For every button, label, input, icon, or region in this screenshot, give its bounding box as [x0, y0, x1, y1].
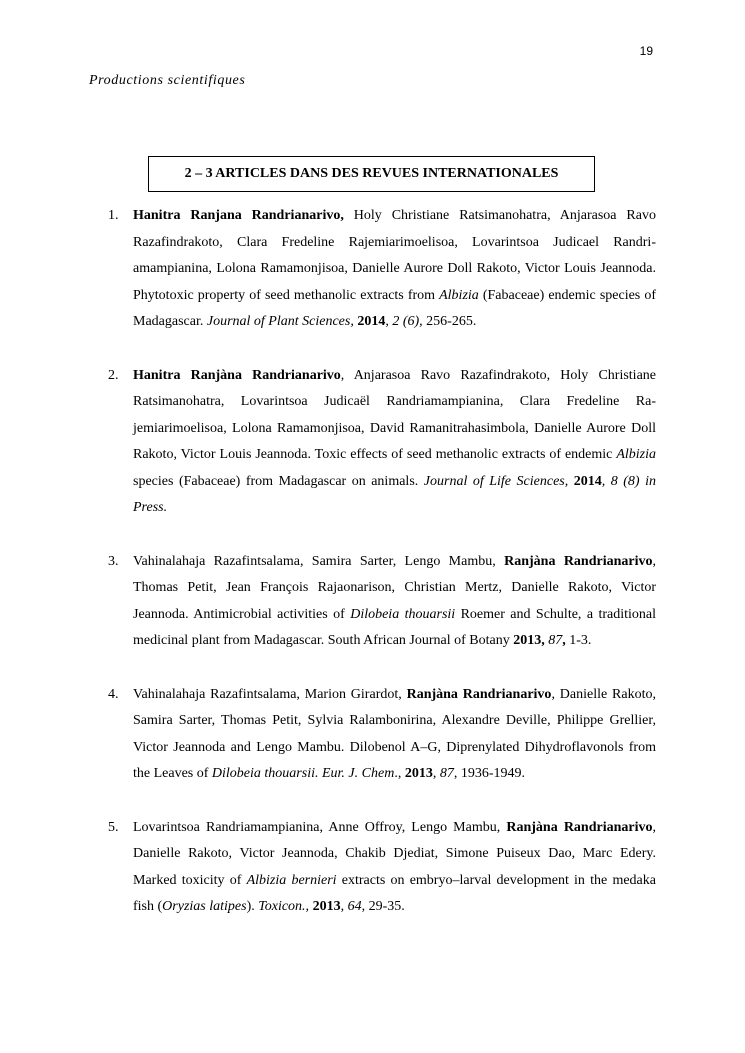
- reference-text-run: ,: [340, 899, 348, 914]
- reference-text-run: Vahinalahaja Razafintsalama, Samira Sarter, Lengo Mambu,: [133, 553, 505, 569]
- reference-text: [133, 208, 656, 329]
- reference-text-run: 256-265.: [422, 314, 477, 329]
- reference-text-run: 2013,: [513, 633, 545, 648]
- reference-text-run: , 2 (6),: [385, 314, 423, 329]
- reference-text: [133, 554, 656, 649]
- reference-item: [108, 549, 656, 655]
- reference-text-run: Toxicon.,: [258, 899, 310, 914]
- reference-text-run: , 8 (8) in Press.: [133, 473, 656, 515]
- reference-text-run: Hanitra Ranjana Randrianarivo,: [133, 208, 344, 223]
- reference-text-run: ,: [562, 633, 566, 648]
- reference-text-run: .,: [394, 766, 405, 781]
- reference-text-run: , Thomas Petit, Jean François Rajaonarison, Christian Mertz, Danielle Rakoto, Victor Jeannoda. Antimicrobial activities of: [133, 553, 656, 622]
- reference-item: [108, 363, 656, 522]
- reference-text-run: species (Fabaceae) from Madagascar on animals.: [133, 473, 424, 489]
- reference-text-run: Journal of Plant Sciences,: [206, 314, 354, 329]
- reference-text-run: 87: [548, 633, 563, 648]
- reference-text-run: Ranjàna Randrianarivo: [504, 553, 653, 569]
- reference-text-run: 2014: [357, 314, 386, 329]
- reference-number: 3.: [108, 553, 119, 569]
- reference-text-run: Oryzias latipes: [162, 899, 247, 914]
- reference-text-run: 2013: [404, 766, 433, 781]
- reference-text-run: ).: [246, 899, 259, 914]
- reference-text-run: Journal of Life Sciences,: [423, 473, 569, 489]
- reference-text-run: Hanitra Ranjàna Randrianarivo: [133, 367, 341, 383]
- running-header: Productions scientifiques: [89, 73, 246, 88]
- reference-text-run: Dilobeia thouarsii. Eur. J. Chem: [211, 766, 395, 781]
- reference-text-run: 2014: [573, 473, 602, 489]
- reference-list: [108, 203, 656, 948]
- reference-text-run: , Danielle Rakoto, Victor Jeannoda, Chakib Djediat, Simone Puiseux Dao, Marc Edery. Marked toxicity of: [133, 819, 656, 888]
- page-number: 19: [639, 44, 653, 58]
- reference-text-run: (Fabaceae) endemic species of Madagascar.: [133, 287, 656, 329]
- reference-text-run: ,: [432, 766, 440, 781]
- reference-item: [108, 203, 656, 336]
- reference-text-run: Albizia: [616, 447, 656, 462]
- reference-text-run: Holy Christiane Ratsimanohatra, Anjarasoa Ravo Razafindrakoto, Clara Fredeline Rajemiarimoelisoa, Lovarintsoa Judicael Randriamampianina, Lolona Ramamonjisoa, Danielle Aurore Doll Rakoto, Victor Louis Jeannoda. Phytotoxic property of seed methanolic extracts from: [133, 208, 656, 303]
- reference-text-run: Dilobeia thouarsii: [350, 606, 456, 622]
- reference-text-run: 2013: [312, 899, 341, 914]
- reference-text-run: 1-3.: [565, 633, 592, 648]
- reference-text-run: Albizia bernieri: [246, 872, 337, 888]
- section-title: 2 – 3 ARTICLES DANS DES REVUES INTERNATIONALES: [184, 166, 559, 181]
- reference-text-run: extracts on embryo–larval development in the medaka fish (: [133, 872, 656, 914]
- reference-text: [133, 820, 656, 915]
- reference-item: [108, 815, 656, 921]
- reference-text-run: Ranjàna Randrianarivo: [506, 819, 653, 835]
- reference-text-run: , 1936-1949.: [453, 766, 525, 781]
- reference-number: 1.: [108, 208, 119, 223]
- reference-text-run: , Danielle Rakoto, Samira Sarter, Thomas Petit, Sylvia Ralambonirina, Alexandre Deville, Philippe Grellier, Victor Jeannoda and Lengo Mambu. Dilobenol A–G, Diprenylated Dihydroflavonols from the Leaves of: [133, 686, 656, 781]
- reference-text-run: Vahinalahaja Razafintsalama, Marion Girardot,: [133, 686, 407, 702]
- reference-text-run: , 29-35.: [361, 899, 405, 914]
- reference-number: 2.: [108, 367, 119, 383]
- reference-item: [108, 682, 656, 788]
- reference-text: [133, 687, 656, 782]
- reference-number: 4.: [108, 686, 119, 702]
- reference-text-run: , Anjarasoa Ravo Razafindrakoto, Holy Christiane Ratsimanohatra, Lovarintsoa Judicaël Randriamampianina, Clara Fredeline Rajemiarimoelisoa, Lolona Ramamonjisoa, David Ramanitrahasimbola, Danielle Aurore Doll Rakoto, Victor Louis Jeannoda. Toxic effects of seed methanolic extracts of endemic: [133, 367, 656, 462]
- reference-text-run: 64: [347, 899, 362, 914]
- section-title-box: [148, 156, 595, 192]
- reference-text-run: Roemer and Schulte, a traditional medicinal plant from Madagascar. South African Journal of Botany: [133, 606, 656, 648]
- reference-text-run: Lovarintsoa Randriamampianina, Anne Offroy, Lengo Mambu,: [133, 819, 507, 835]
- reference-text-run: 87: [439, 766, 454, 781]
- reference-number: 5.: [108, 819, 119, 835]
- reference-text-run: Ranjàna Randrianarivo: [406, 686, 552, 702]
- reference-text: [133, 368, 656, 516]
- reference-text-run: Albizia: [439, 287, 479, 303]
